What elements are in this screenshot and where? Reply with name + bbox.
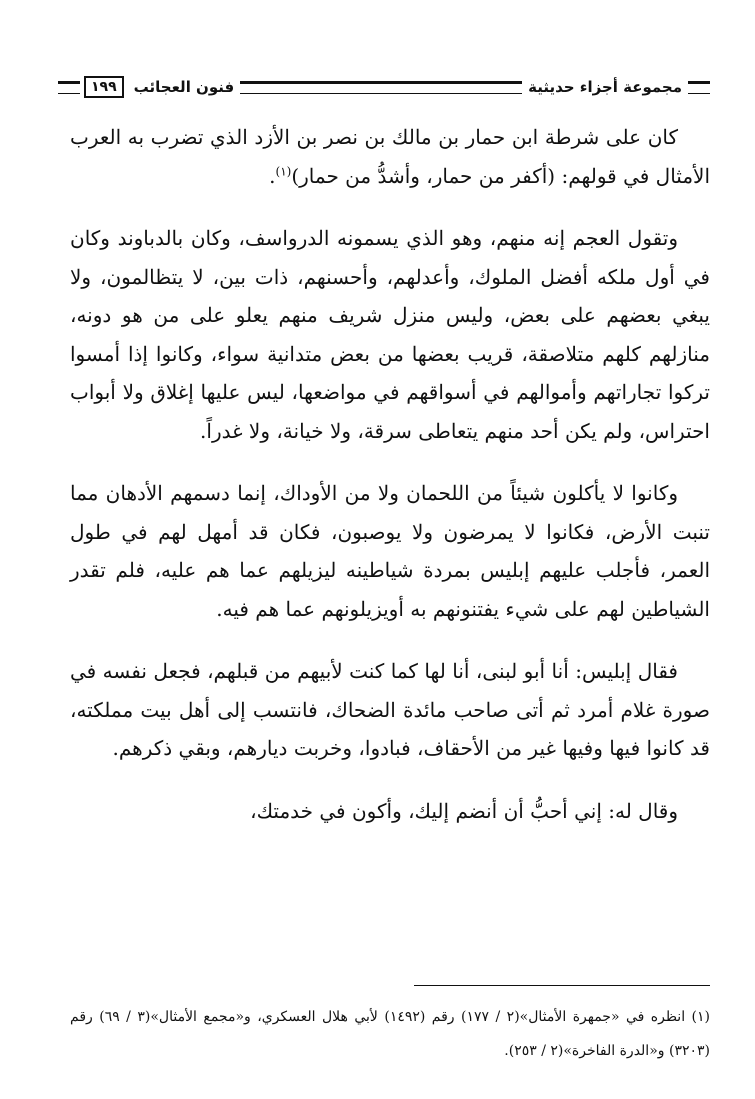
- main-text: [70, 118, 710, 830]
- paragraph-2: وتقول العجم إنه منهم، وهو الذي يسمونه الدرواسف، وكان بالدباوند وكان في أول ملكه أفضل الملوك، وأعدلهم، وأحسنهم، ذات بين، لا يتظالمون، ولا يبغي بعضهم على بعض، وليس منزل شريف منهم يعلو على من هو دونه، منازلهم كلهم متلاصقة، قريب بعضها من بعض متدانية سواء، وكانوا إذا أمسوا تركوا تجاراتهم وأموالهم في أسواقهم في مواضعها، ليس عليها إغلاق ولا أبواب احتراس، ولم يكن أحد منهم يتعاطى سرقة، ولا خيانة، ولا غدراً.: [70, 226, 710, 443]
- header-rule-middle: [240, 81, 522, 94]
- header-rule-left-edge: [58, 81, 80, 94]
- footnote-marker: (١): [275, 163, 292, 178]
- header-title-right: فنون العجائب: [133, 78, 235, 96]
- header-rule-right-edge: [688, 81, 710, 94]
- paragraph-3: وكانوا لا يأكلون شيئاً من اللحمان ولا من الأوداك، إنما دسمهم الأدهان مما تنبت الأرض، فكانوا لا يمرضون ولا يوصبون، فكان قد أمهل لهم في طول العمر، فأجلب عليهم إبليس بمردة شياطينه ليزيلهم عما هم عليه، فلم تقدر الشياطين لهم على شيء يفتنونهم به أويزيلونهم عما هم فيه.: [70, 481, 710, 621]
- footnotes: [70, 1000, 710, 1068]
- paragraph-1: [70, 118, 710, 195]
- footnote-1: (١) انظره في «جمهرة الأمثال»(٢ / ١٧٧) رقم (١٤٩٢) لأبي هلال العسكري، و«مجمع الأمثال»(٣ / ٦٩) رقم (٣٢٠٣) و«الدرة الفاخرة»(٢ / ٢٥٣).: [70, 1009, 710, 1059]
- paragraph-4: فقال إبليس: أنا أبو لبنى، أنا لها كما كنت لأبيهم من قبلهم، فجعل نفسه في صورة غلام أمرد ثم أتى صاحب مائدة الضحاك، فانتسب إلى أهل بيت مملكته، قد كانوا فيها وفيها غير من الأحقاف، فبادوا، وخربت ديارهم، وبقي ذكرهم.: [70, 659, 710, 760]
- running-header: [58, 72, 710, 102]
- header-title-left: مجموعة أجزاء حديثية: [528, 78, 682, 96]
- page-number: ١٩٩: [84, 76, 124, 98]
- paragraph-1-end: .: [269, 163, 276, 188]
- paragraph-5: وقال له: إني أحبُّ أن أنضم إليك، وأكون في خدمتك،: [250, 798, 678, 823]
- paragraph-1-text: كان على شرطة ابن حمار بن مالك بن نصر بن الأزد الذي تضرب به العرب الأمثال في قولهم: (أكفر من حمار، وأشدُّ من حمار): [70, 125, 710, 188]
- footnote-separator: [414, 985, 710, 986]
